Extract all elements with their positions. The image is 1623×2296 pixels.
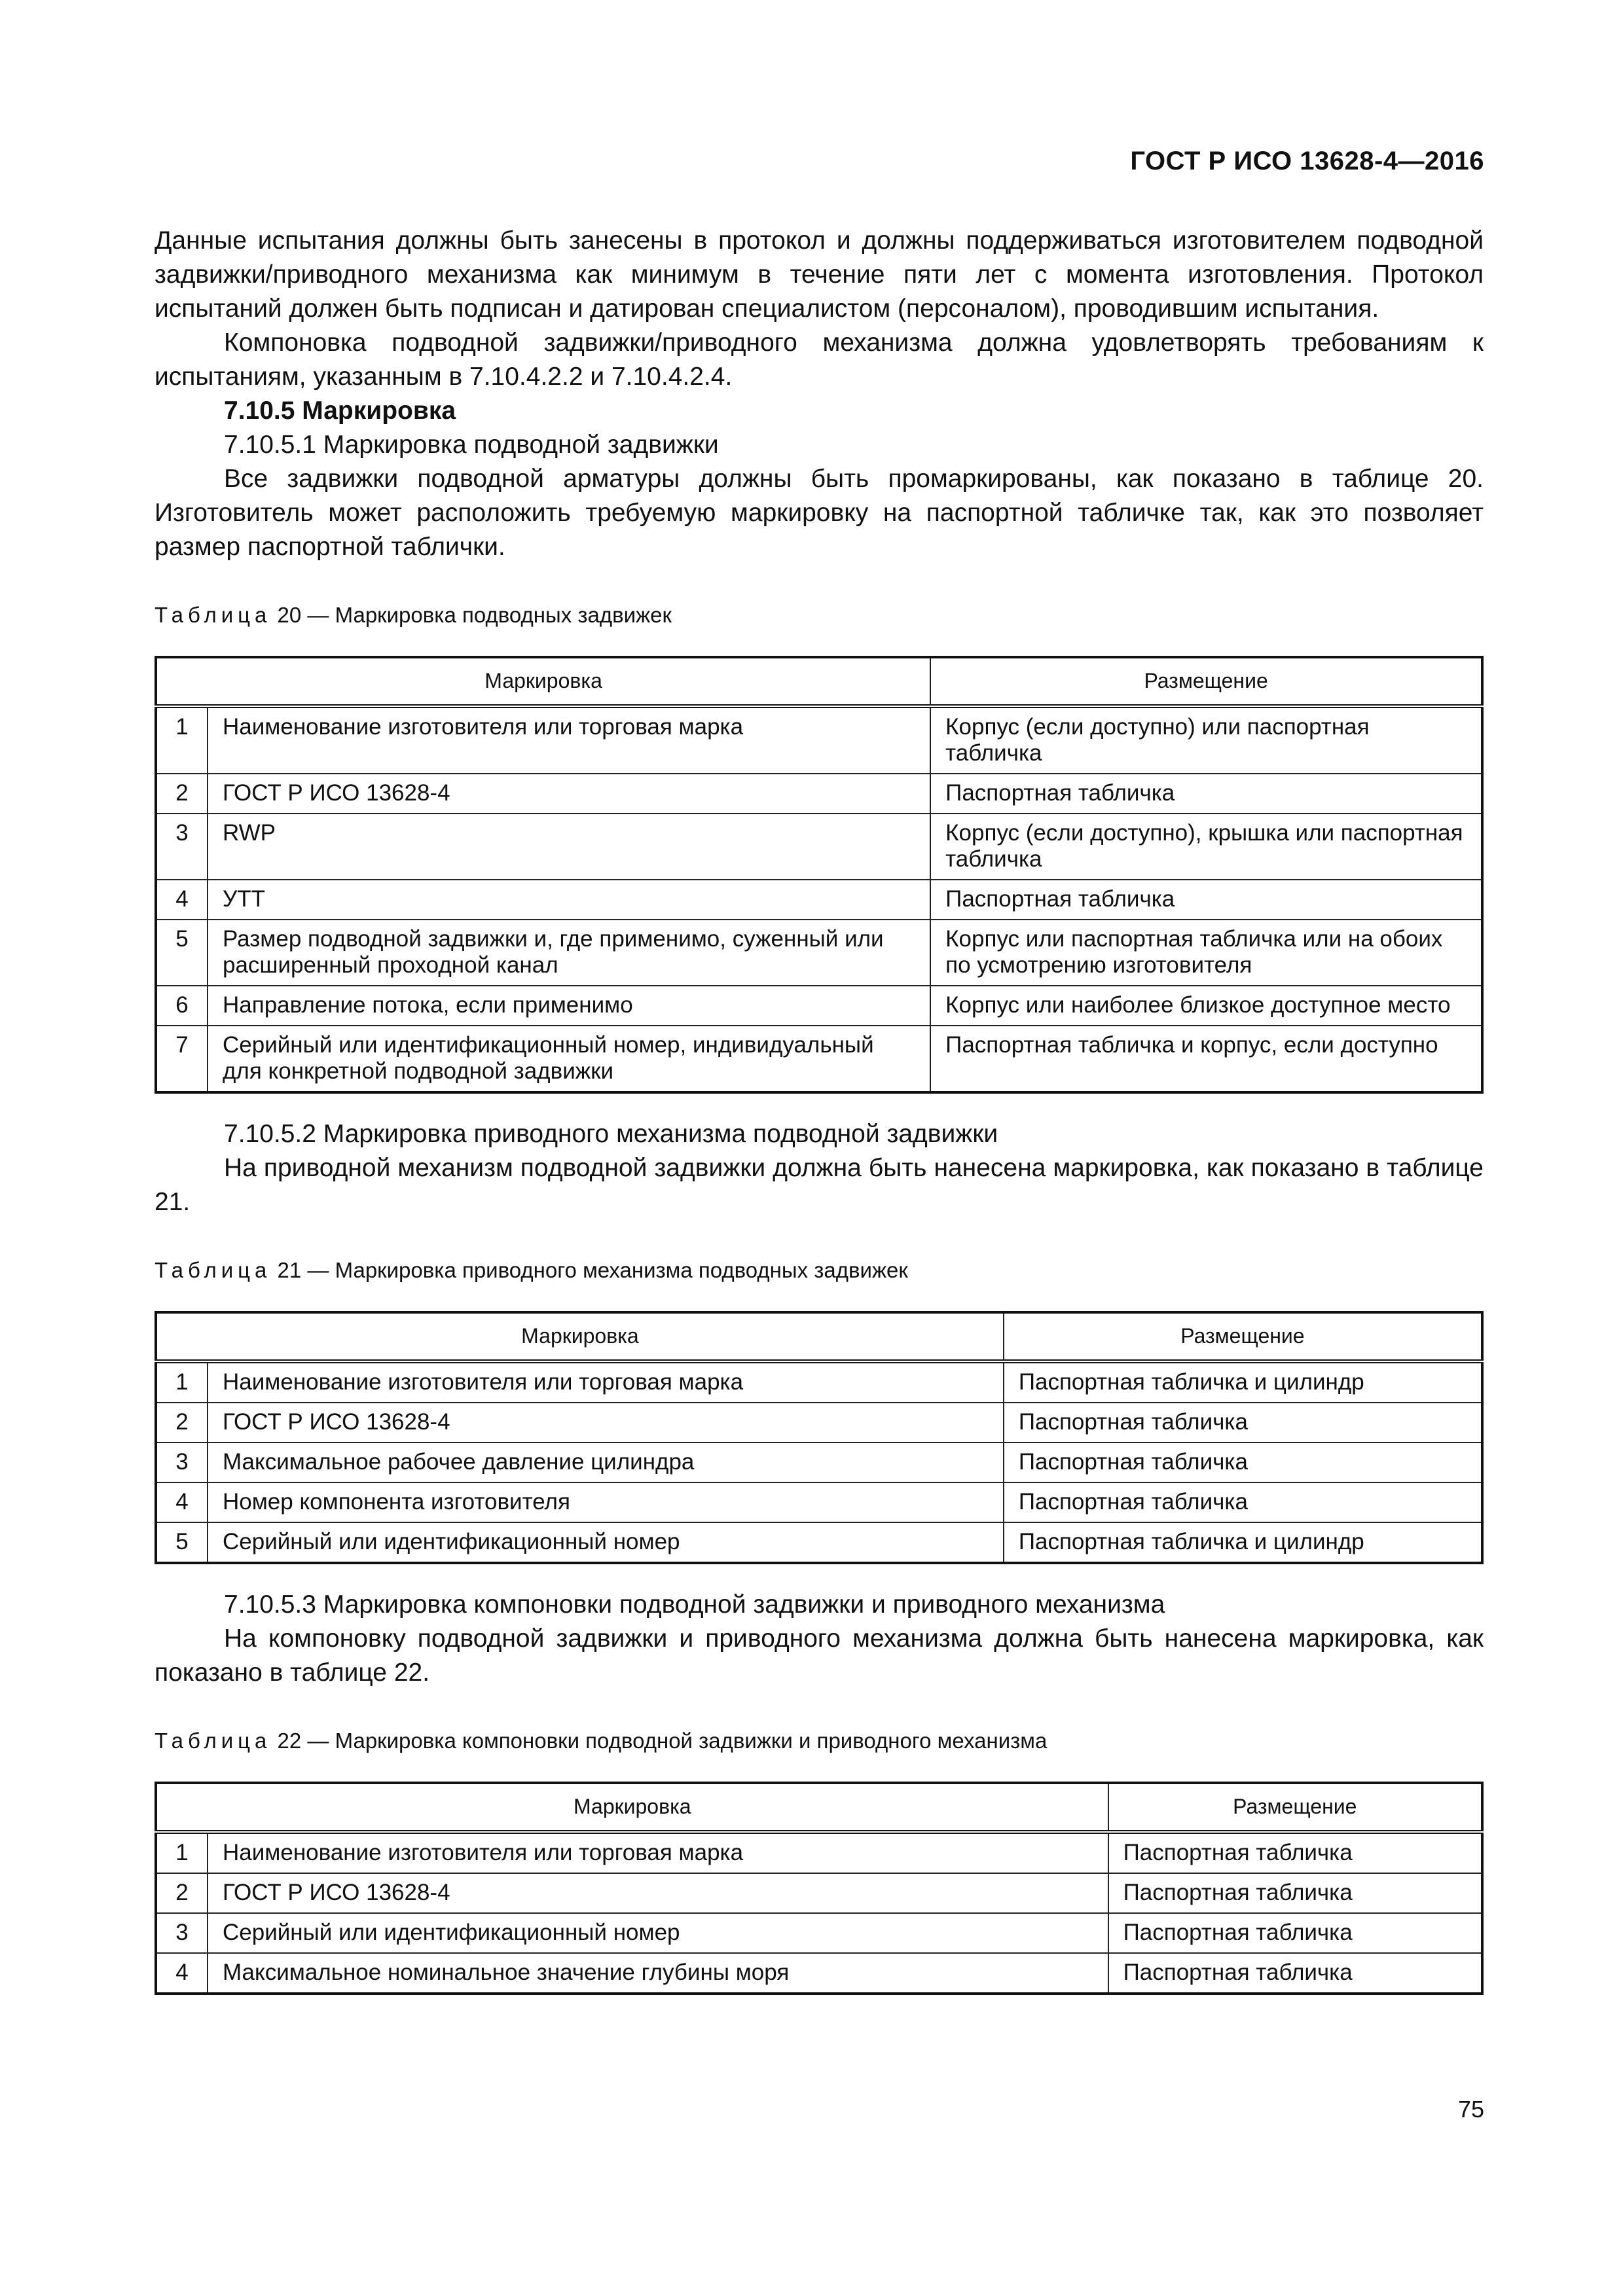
row-number: 4 xyxy=(156,880,208,920)
placement-cell: Паспортная табличка xyxy=(1004,1482,1482,1522)
page-number: 75 xyxy=(1457,2096,1484,2123)
table-row xyxy=(156,706,1482,774)
subsection-1-text: Все задвижки подводной арматуры должны быть промаркированы, как показано в таблице 20. Изготовитель может расположить требуемую маркировку на паспортной табличке так, как это позволяет размер паспортной таблички. xyxy=(155,465,1484,561)
intro-paragraph-2: Компоновка подводной задвижки/приводного механизма должна удовлетворять требованиям к испытаниям, указанным в 7.10.4.2.2 и 7.10.4.2.4. xyxy=(155,329,1484,391)
table-21-body xyxy=(156,1361,1482,1563)
row-number: 1 xyxy=(156,706,208,774)
marking-cell: ГОСТ Р ИСО 13628-4 xyxy=(208,1403,1004,1443)
table-row xyxy=(156,920,1482,986)
row-number: 1 xyxy=(156,1361,208,1403)
table-row xyxy=(156,880,1482,920)
row-number: 3 xyxy=(156,1443,208,1482)
table-20-caption xyxy=(155,598,1484,632)
table-21-caption-text: 21 — Маркировка приводного механизма подводных задвижек xyxy=(271,1258,908,1282)
section-title: 7.10.5 Маркировка xyxy=(224,397,456,425)
placement-cell: Паспортная табличка xyxy=(1004,1443,1482,1482)
table-row xyxy=(156,1953,1482,1994)
marking-cell: Размер подводной задвижки и, где применимо, суженный или расширенный проходной канал xyxy=(208,920,930,986)
marking-cell: Серийный или идентификационный номер, индивидуальный для конкретной подводной задвижки xyxy=(208,1026,930,1092)
table-20-header-placement: Размещение xyxy=(930,657,1482,706)
placement-cell: Корпус или паспортная табличка или на обоих по усмотрению изготовителя xyxy=(930,920,1482,986)
placement-cell: Паспортная табличка xyxy=(930,774,1482,814)
row-number: 7 xyxy=(156,1026,208,1092)
table-22-header-placement: Размещение xyxy=(1108,1783,1482,1832)
placement-cell: Корпус (если доступно) или паспортная табличка xyxy=(930,706,1482,774)
row-number: 4 xyxy=(156,1953,208,1994)
marking-cell: ГОСТ Р ИСО 13628-4 xyxy=(208,774,930,814)
table-word: Таблица xyxy=(155,1258,272,1282)
table-row xyxy=(156,1832,1482,1873)
table-row xyxy=(156,1913,1482,1953)
table-22 xyxy=(155,1782,1484,1995)
subsection-2-text: На приводной механизм подводной задвижки должна быть нанесена маркировка, как показано в таблице 21. xyxy=(155,1154,1484,1216)
table-row xyxy=(156,1443,1482,1482)
table-row xyxy=(156,1361,1482,1403)
table-row xyxy=(156,814,1482,880)
table-row xyxy=(156,1026,1482,1092)
placement-cell: Корпус (если доступно), крышка или паспортная табличка xyxy=(930,814,1482,880)
marking-cell: Номер компонента изготовителя xyxy=(208,1482,1004,1522)
table-row xyxy=(156,1873,1482,1913)
document-code: ГОСТ Р ИСО 13628-4—2016 xyxy=(1130,147,1484,175)
row-number: 3 xyxy=(156,814,208,880)
marking-cell: RWP xyxy=(208,814,930,880)
marking-cell: Максимальное номинальное значение глубины моря xyxy=(208,1953,1108,1994)
row-number: 5 xyxy=(156,920,208,986)
table-row xyxy=(156,1522,1482,1563)
marking-cell: УТТ xyxy=(208,880,930,920)
marking-cell: Наименование изготовителя или торговая марка xyxy=(208,706,930,774)
table-22-header-marking: Маркировка xyxy=(156,1783,1108,1832)
table-row xyxy=(156,1403,1482,1443)
table-row xyxy=(156,774,1482,814)
placement-cell: Паспортная табличка и цилиндр xyxy=(1004,1522,1482,1563)
table-22-caption-text: 22 — Маркировка компоновки подводной задвижки и приводного механизма xyxy=(271,1729,1048,1753)
row-number: 2 xyxy=(156,1403,208,1443)
placement-cell: Паспортная табличка xyxy=(1108,1913,1482,1953)
placement-cell: Корпус или наиболее близкое доступное место xyxy=(930,986,1482,1026)
table-21-header-placement: Размещение xyxy=(1004,1312,1482,1361)
table-22-body xyxy=(156,1832,1482,1994)
row-number: 2 xyxy=(156,774,208,814)
placement-cell: Паспортная табличка xyxy=(1108,1873,1482,1913)
table-20 xyxy=(155,656,1484,1094)
row-number: 2 xyxy=(156,1873,208,1913)
row-number: 3 xyxy=(156,1913,208,1953)
subsection-1-title: 7.10.5.1 Маркировка подводной задвижки xyxy=(224,431,719,459)
row-number: 4 xyxy=(156,1482,208,1522)
table-20-header-marking: Маркировка xyxy=(156,657,930,706)
subsection-3-title: 7.10.5.3 Маркировка компоновки подводной задвижки и приводного механизма xyxy=(224,1590,1165,1619)
page-content xyxy=(155,224,1484,1995)
placement-cell: Паспортная табличка xyxy=(1004,1403,1482,1443)
table-21-header-marking: Маркировка xyxy=(156,1312,1004,1361)
table-22-caption xyxy=(155,1724,1484,1758)
table-21 xyxy=(155,1311,1484,1564)
marking-cell: Серийный или идентификационный номер xyxy=(208,1522,1004,1563)
subsection-3-text: На компоновку подводной задвижки и приводного механизма должна быть нанесена маркировка, как показано в таблице 22. xyxy=(155,1624,1484,1687)
row-number: 1 xyxy=(156,1832,208,1873)
table-word: Таблица xyxy=(155,603,272,627)
marking-cell: Наименование изготовителя или торговая марка xyxy=(208,1832,1108,1873)
placement-cell: Паспортная табличка и корпус, если доступно xyxy=(930,1026,1482,1092)
placement-cell: Паспортная табличка и цилиндр xyxy=(1004,1361,1482,1403)
table-row xyxy=(156,1482,1482,1522)
subsection-2-title: 7.10.5.2 Маркировка приводного механизма подводной задвижки xyxy=(224,1120,998,1148)
marking-cell: Серийный или идентификационный номер xyxy=(208,1913,1108,1953)
placement-cell: Паспортная табличка xyxy=(930,880,1482,920)
table-row xyxy=(156,986,1482,1026)
table-20-caption-text: 20 — Маркировка подводных задвижек xyxy=(271,603,672,627)
intro-paragraph-1: Данные испытания должны быть занесены в протокол и должны поддерживаться изготовителем подводной задвижки/приводного механизма как минимум в течение пяти лет с момента изготовления. Протокол испытаний должен быть подписан и датирован специалистом (персоналом), проводившим испытания. xyxy=(155,226,1484,323)
table-word: Таблица xyxy=(155,1729,272,1753)
row-number: 5 xyxy=(156,1522,208,1563)
marking-cell: Максимальное рабочее давление цилиндра xyxy=(208,1443,1004,1482)
table-20-body xyxy=(156,706,1482,1092)
table-21-caption xyxy=(155,1253,1484,1287)
marking-cell: Направление потока, если применимо xyxy=(208,986,930,1026)
marking-cell: ГОСТ Р ИСО 13628-4 xyxy=(208,1873,1108,1913)
marking-cell: Наименование изготовителя или торговая марка xyxy=(208,1361,1004,1403)
placement-cell: Паспортная табличка xyxy=(1108,1953,1482,1994)
placement-cell: Паспортная табличка xyxy=(1108,1832,1482,1873)
row-number: 6 xyxy=(156,986,208,1026)
